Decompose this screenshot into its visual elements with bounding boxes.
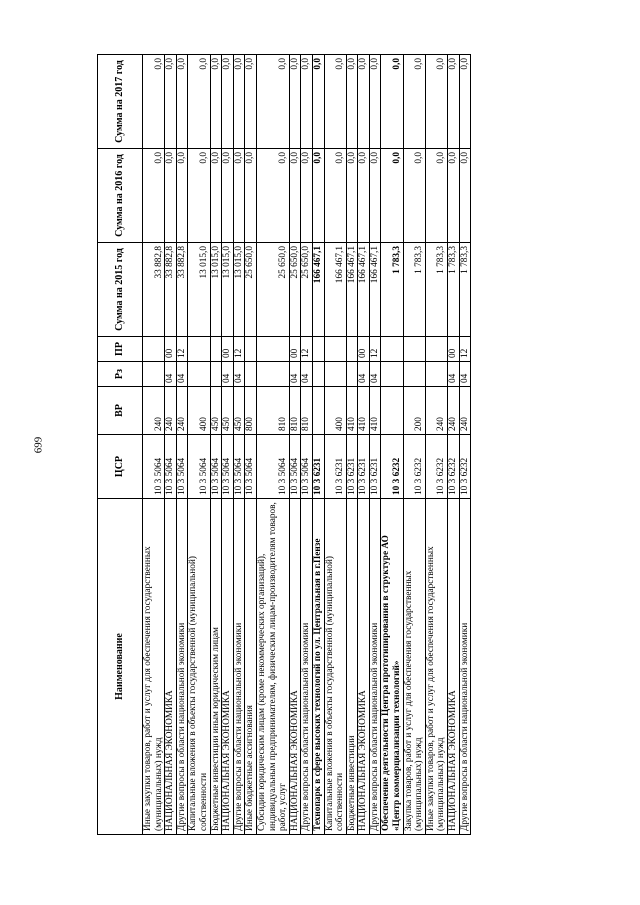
cell-csr: 10 3 6232 — [459, 435, 471, 499]
cell-sum-2015: 33 882,8 — [143, 243, 165, 337]
cell-sum-2017: 0,0 — [256, 55, 289, 149]
cell-csr: 10 3 6232 — [381, 435, 403, 499]
rotated-table-wrapper — [97, 55, 471, 835]
cell-sum-2017: 0,0 — [358, 55, 370, 149]
cell-sum-2017: 0,0 — [425, 55, 447, 149]
cell-csr: 10 3 5064 — [245, 435, 257, 499]
cell-rz — [403, 362, 425, 387]
cell-sum-2017: 0,0 — [289, 55, 301, 149]
cell-vr: 450 — [210, 387, 222, 435]
cell-sum-2017: 0,0 — [233, 55, 245, 149]
cell-sum-2016: 0,0 — [403, 149, 425, 243]
cell-pr: 12 — [301, 337, 313, 362]
cell-sum-2017: 0,0 — [346, 55, 358, 149]
cell-name: Другие вопросы в области национальной экономики — [176, 499, 188, 835]
cell-vr: 240 — [165, 387, 177, 435]
cell-rz: 04 — [459, 362, 471, 387]
cell-sum-2016: 0,0 — [425, 149, 447, 243]
cell-pr — [425, 337, 447, 362]
cell-sum-2016: 0,0 — [448, 149, 460, 243]
cell-csr: 10 3 6231 — [358, 435, 370, 499]
cell-sum-2017: 0,0 — [324, 55, 346, 149]
table-row — [165, 55, 177, 835]
cell-rz — [143, 362, 165, 387]
header-vr: ВР — [98, 387, 143, 435]
header-csr: ЦСР — [98, 435, 143, 499]
table-row — [188, 55, 210, 835]
cell-vr: 410 — [358, 387, 370, 435]
cell-pr — [210, 337, 222, 362]
cell-sum-2017: 0,0 — [143, 55, 165, 149]
cell-vr: 450 — [222, 387, 234, 435]
header-name: Наименование — [98, 499, 143, 835]
cell-pr: 00 — [448, 337, 460, 362]
table-row — [222, 55, 234, 835]
cell-pr — [188, 337, 210, 362]
cell-sum-2016: 0,0 — [459, 149, 471, 243]
table-row — [425, 55, 447, 835]
cell-sum-2016: 0,0 — [381, 149, 403, 243]
header-sum-2015: Сумма на 2015 год — [98, 243, 143, 337]
cell-pr: 00 — [358, 337, 370, 362]
cell-rz — [245, 362, 257, 387]
cell-vr: 810 — [301, 387, 313, 435]
table-row — [233, 55, 245, 835]
cell-sum-2016: 0,0 — [165, 149, 177, 243]
cell-name: НАЦИОНАЛЬНАЯ ЭКОНОМИКА — [289, 499, 301, 835]
cell-rz — [188, 362, 210, 387]
cell-csr: 10 3 5064 — [143, 435, 165, 499]
cell-pr: 00 — [222, 337, 234, 362]
table-row — [358, 55, 370, 835]
cell-sum-2017: 0,0 — [312, 55, 324, 149]
table-row — [301, 55, 313, 835]
cell-name: Технопарк в сфере высоких технологий по ул. Центральная в г.Пензе — [312, 499, 324, 835]
cell-sum-2017: 0,0 — [381, 55, 403, 149]
cell-rz: 04 — [233, 362, 245, 387]
cell-csr: 10 3 5064 — [210, 435, 222, 499]
cell-rz: 04 — [358, 362, 370, 387]
cell-pr: 12 — [233, 337, 245, 362]
cell-sum-2016: 0,0 — [358, 149, 370, 243]
cell-rz: 04 — [448, 362, 460, 387]
header-rz: Рз — [98, 362, 143, 387]
cell-rz — [324, 362, 346, 387]
cell-sum-2015: 1 783,3 — [448, 243, 460, 337]
cell-vr: 800 — [245, 387, 257, 435]
table-row — [256, 55, 289, 835]
cell-sum-2015: 1 783,3 — [425, 243, 447, 337]
cell-sum-2015: 1 783,3 — [459, 243, 471, 337]
cell-sum-2017: 0,0 — [459, 55, 471, 149]
cell-sum-2016: 0,0 — [301, 149, 313, 243]
cell-csr: 10 3 6232 — [403, 435, 425, 499]
cell-sum-2017: 0,0 — [165, 55, 177, 149]
cell-rz: 04 — [369, 362, 381, 387]
cell-sum-2015: 1 783,3 — [381, 243, 403, 337]
cell-pr — [245, 337, 257, 362]
cell-sum-2016: 0,0 — [176, 149, 188, 243]
cell-name: Закупка товаров, работ и услуг для обеспечения государственных (муниципальных) нужд — [403, 499, 425, 835]
cell-pr: 00 — [289, 337, 301, 362]
cell-pr: 12 — [176, 337, 188, 362]
cell-csr: 10 3 6232 — [448, 435, 460, 499]
cell-vr: 810 — [256, 387, 289, 435]
cell-vr: 810 — [289, 387, 301, 435]
cell-sum-2017: 0,0 — [176, 55, 188, 149]
cell-sum-2015: 166 467,1 — [358, 243, 370, 337]
table-row — [381, 55, 403, 835]
cell-csr: 10 3 5064 — [289, 435, 301, 499]
cell-vr: 450 — [233, 387, 245, 435]
cell-sum-2015: 25 650,0 — [289, 243, 301, 337]
cell-rz — [256, 362, 289, 387]
cell-sum-2016: 0,0 — [324, 149, 346, 243]
cell-name: Другие вопросы в области национальной экономики — [233, 499, 245, 835]
cell-sum-2015: 25 650,0 — [245, 243, 257, 337]
cell-sum-2015: 1 783,3 — [403, 243, 425, 337]
cell-sum-2015: 166 467,1 — [346, 243, 358, 337]
cell-sum-2015: 33 882,8 — [176, 243, 188, 337]
cell-name: Другие вопросы в области национальной экономики — [301, 499, 313, 835]
cell-rz — [346, 362, 358, 387]
header-sum-2016: Сумма на 2016 год — [98, 149, 143, 243]
cell-pr: 12 — [369, 337, 381, 362]
table-header-row — [98, 55, 143, 835]
cell-sum-2016: 0,0 — [233, 149, 245, 243]
cell-vr: 400 — [324, 387, 346, 435]
cell-sum-2015: 13 015,0 — [188, 243, 210, 337]
cell-sum-2016: 0,0 — [312, 149, 324, 243]
table-row — [346, 55, 358, 835]
cell-pr — [381, 337, 403, 362]
table-row — [459, 55, 471, 835]
cell-sum-2017: 0,0 — [188, 55, 210, 149]
cell-vr: 410 — [369, 387, 381, 435]
cell-sum-2015: 25 650,0 — [256, 243, 289, 337]
cell-csr: 10 3 5064 — [256, 435, 289, 499]
cell-pr — [324, 337, 346, 362]
cell-csr: 10 3 6231 — [369, 435, 381, 499]
cell-name: Иные закупки товаров, работ и услуг для обеспечения государственных (муниципальных) нужд — [143, 499, 165, 835]
cell-sum-2017: 0,0 — [403, 55, 425, 149]
cell-vr: 240 — [425, 387, 447, 435]
cell-csr: 10 3 6231 — [346, 435, 358, 499]
cell-sum-2015: 33 882,8 — [165, 243, 177, 337]
cell-vr: 200 — [403, 387, 425, 435]
header-sum-2017: Сумма на 2017 год — [98, 55, 143, 149]
cell-sum-2017: 0,0 — [369, 55, 381, 149]
cell-sum-2015: 166 467,1 — [324, 243, 346, 337]
cell-name: НАЦИОНАЛЬНАЯ ЭКОНОМИКА — [222, 499, 234, 835]
cell-pr — [143, 337, 165, 362]
cell-csr: 10 3 5064 — [165, 435, 177, 499]
cell-rz: 04 — [222, 362, 234, 387]
cell-rz: 04 — [301, 362, 313, 387]
table-row — [312, 55, 324, 835]
cell-rz — [312, 362, 324, 387]
cell-sum-2015: 166 467,1 — [369, 243, 381, 337]
cell-vr — [312, 387, 324, 435]
cell-sum-2015: 13 015,0 — [222, 243, 234, 337]
cell-vr: 240 — [459, 387, 471, 435]
cell-sum-2017: 0,0 — [448, 55, 460, 149]
table-body — [143, 55, 471, 835]
cell-sum-2016: 0,0 — [188, 149, 210, 243]
cell-sum-2017: 0,0 — [210, 55, 222, 149]
cell-vr: 240 — [143, 387, 165, 435]
cell-csr: 10 3 5064 — [301, 435, 313, 499]
cell-sum-2016: 0,0 — [222, 149, 234, 243]
cell-sum-2015: 13 015,0 — [233, 243, 245, 337]
cell-rz — [425, 362, 447, 387]
cell-vr: 240 — [448, 387, 460, 435]
table-row — [403, 55, 425, 835]
table-row — [210, 55, 222, 835]
cell-pr — [312, 337, 324, 362]
cell-vr: 400 — [188, 387, 210, 435]
cell-csr: 10 3 5064 — [233, 435, 245, 499]
table-row — [289, 55, 301, 835]
cell-sum-2015: 25 650,0 — [301, 243, 313, 337]
budget-table — [97, 54, 471, 835]
cell-sum-2015: 13 015,0 — [210, 243, 222, 337]
cell-csr: 10 3 5064 — [222, 435, 234, 499]
cell-name: Другие вопросы в области национальной экономики — [459, 499, 471, 835]
cell-sum-2016: 0,0 — [256, 149, 289, 243]
cell-rz — [210, 362, 222, 387]
table-row — [448, 55, 460, 835]
cell-rz: 04 — [165, 362, 177, 387]
header-pr: ПР — [98, 337, 143, 362]
cell-sum-2016: 0,0 — [289, 149, 301, 243]
cell-pr — [403, 337, 425, 362]
cell-name: Обеспечение деятельности Центра прототипирования в структуре АО «Центр коммерциализации технологий» — [381, 499, 403, 835]
cell-name: Бюджетные инвестиции иным юридическим лицам — [210, 499, 222, 835]
table-row — [176, 55, 188, 835]
cell-name: Бюджетные инвестиции — [346, 499, 358, 835]
cell-sum-2017: 0,0 — [222, 55, 234, 149]
cell-rz: 04 — [289, 362, 301, 387]
cell-vr: 240 — [176, 387, 188, 435]
cell-rz — [381, 362, 403, 387]
cell-csr: 10 3 5064 — [176, 435, 188, 499]
cell-vr — [381, 387, 403, 435]
cell-sum-2016: 0,0 — [346, 149, 358, 243]
cell-name: НАЦИОНАЛЬНАЯ ЭКОНОМИКА — [165, 499, 177, 835]
cell-name: НАЦИОНАЛЬНАЯ ЭКОНОМИКА — [448, 499, 460, 835]
cell-vr: 410 — [346, 387, 358, 435]
cell-name: Другие вопросы в области национальной экономики — [369, 499, 381, 835]
cell-csr: 10 3 6231 — [312, 435, 324, 499]
cell-sum-2016: 0,0 — [210, 149, 222, 243]
table-row — [245, 55, 257, 835]
cell-sum-2017: 0,0 — [245, 55, 257, 149]
cell-csr: 10 3 6231 — [324, 435, 346, 499]
cell-pr: 00 — [165, 337, 177, 362]
cell-pr — [256, 337, 289, 362]
cell-name: Субсидии юридическим лицам (кроме некоммерческих организаций), индивидуальным предпринимателям, физическим лицам-производителям товаров, работ, услуг — [256, 499, 289, 835]
cell-sum-2016: 0,0 — [143, 149, 165, 243]
cell-sum-2017: 0,0 — [301, 55, 313, 149]
page-number: 699 — [32, 436, 45, 454]
cell-sum-2016: 0,0 — [369, 149, 381, 243]
cell-name: Иные закупки товаров, работ и услуг для обеспечения государственных (муниципальных) нужд — [425, 499, 447, 835]
cell-name: Капитальные вложения в объекты государственной (муниципальной) собственности — [188, 499, 210, 835]
cell-sum-2015: 166 467,1 — [312, 243, 324, 337]
cell-name: Капитальные вложения в объекты государственной (муниципальной) собственности — [324, 499, 346, 835]
cell-pr: 12 — [459, 337, 471, 362]
cell-pr — [346, 337, 358, 362]
cell-name: Иные бюджетные ассигнования — [245, 499, 257, 835]
table-row — [143, 55, 165, 835]
cell-sum-2016: 0,0 — [245, 149, 257, 243]
cell-csr: 10 3 5064 — [188, 435, 210, 499]
cell-csr: 10 3 6232 — [425, 435, 447, 499]
table-row — [324, 55, 346, 835]
table-row — [369, 55, 381, 835]
cell-name: НАЦИОНАЛЬНАЯ ЭКОНОМИКА — [358, 499, 370, 835]
cell-rz: 04 — [176, 362, 188, 387]
